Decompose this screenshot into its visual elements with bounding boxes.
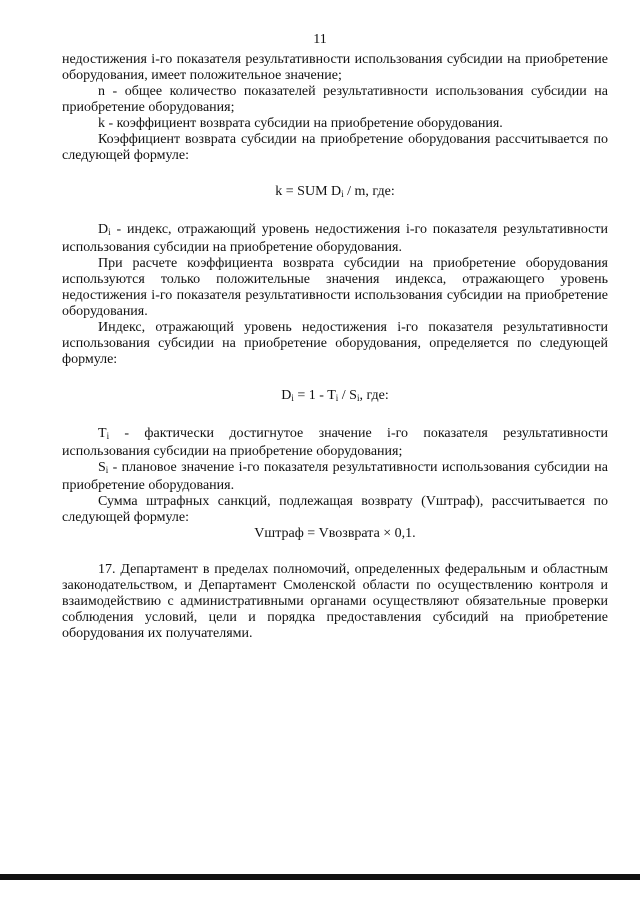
formula-d-subscript-2: i [335, 393, 339, 403]
formula-d-part-b: = 1 - T [293, 388, 336, 403]
formula-d-part-d: , где: [359, 388, 389, 403]
formula-k [62, 184, 608, 202]
formula-k-part-a: k = SUM D [275, 184, 342, 199]
formula-d-part-c: / S [338, 388, 357, 403]
page-number: 11 [313, 32, 327, 47]
paragraph-6: При расчете коэффициента возврата субсидии на приобретение оборудования используются только положительные значения индекса, отражающего уровень недостижения i-го показателя результативности использования субсидии на приобретение оборудования. [62, 256, 608, 319]
paragraph-9 [62, 460, 608, 494]
formula-d-part-a: D [281, 388, 292, 403]
paragraph-9-subscript: i [105, 465, 109, 475]
paragraph-5 [62, 222, 608, 256]
formula-d-subscript-3: i [356, 393, 360, 403]
paragraph-8 [62, 426, 608, 460]
paragraph-1: недостижения i-го показателя результативности использования субсидии на приобретение оборудования, имеет положительное значение; [62, 52, 608, 83]
document-body [62, 52, 608, 642]
paragraph-8-text: - фактически достигнутое значение i-го показателя результативности использования субсидии на приобретение оборудования; [62, 426, 608, 459]
paragraph-9-symbol: S [98, 460, 106, 475]
formula-v: Vштраф = Vвозврата × 0,1. [254, 526, 416, 541]
paragraph-7: Индекс, отражающий уровень недостижения i-го показателя результативности использования субсидии на приобретение оборудования, определяется по следующей формуле: [62, 320, 608, 367]
paragraph-11: 17. Департамент в пределах полномочий, определенных федеральным и областным законодательством, и Департамент Смоленской области по осуществлению контроля и взаимодействию с административными органами осуществляют обязательные проверки соблюдения условий, цели и порядка предоставления субсидий на приобретение оборудования их получателями. [62, 562, 608, 641]
paragraph-9-text: - плановое значение i-го показателя результативности использования субсидии на приобретение оборудования. [62, 460, 608, 493]
paragraph-8-subscript: i [106, 431, 110, 441]
bottom-rule [0, 874, 640, 880]
paragraph-3: k - коэффициент возврата субсидии на приобретение оборудования. [98, 116, 503, 131]
formula-d [62, 388, 608, 406]
formula-k-subscript: i [341, 189, 344, 199]
paragraph-4: Коэффициент возврата субсидии на приобретение оборудования рассчитывается по следующей формуле: [62, 132, 608, 163]
paragraph-5-text: - индекс, отражающий уровень недостижения i-го показателя результативности использования субсидии на приобретение оборудования. [62, 222, 608, 255]
formula-k-part-b: / m, где: [343, 184, 395, 199]
paragraph-2: n - общее количество показателей результативности использования субсидии на приобретение оборудования; [62, 84, 608, 115]
formula-d-subscript-1: i [291, 393, 294, 403]
paragraph-8-symbol: T [98, 426, 107, 441]
paragraph-10: Сумма штрафных санкций, подлежащая возврату (Vштраф), рассчитывается по следующей формуле: [62, 494, 608, 525]
paragraph-5-subscript: i [108, 227, 111, 237]
paragraph-5-symbol: D [98, 222, 109, 237]
